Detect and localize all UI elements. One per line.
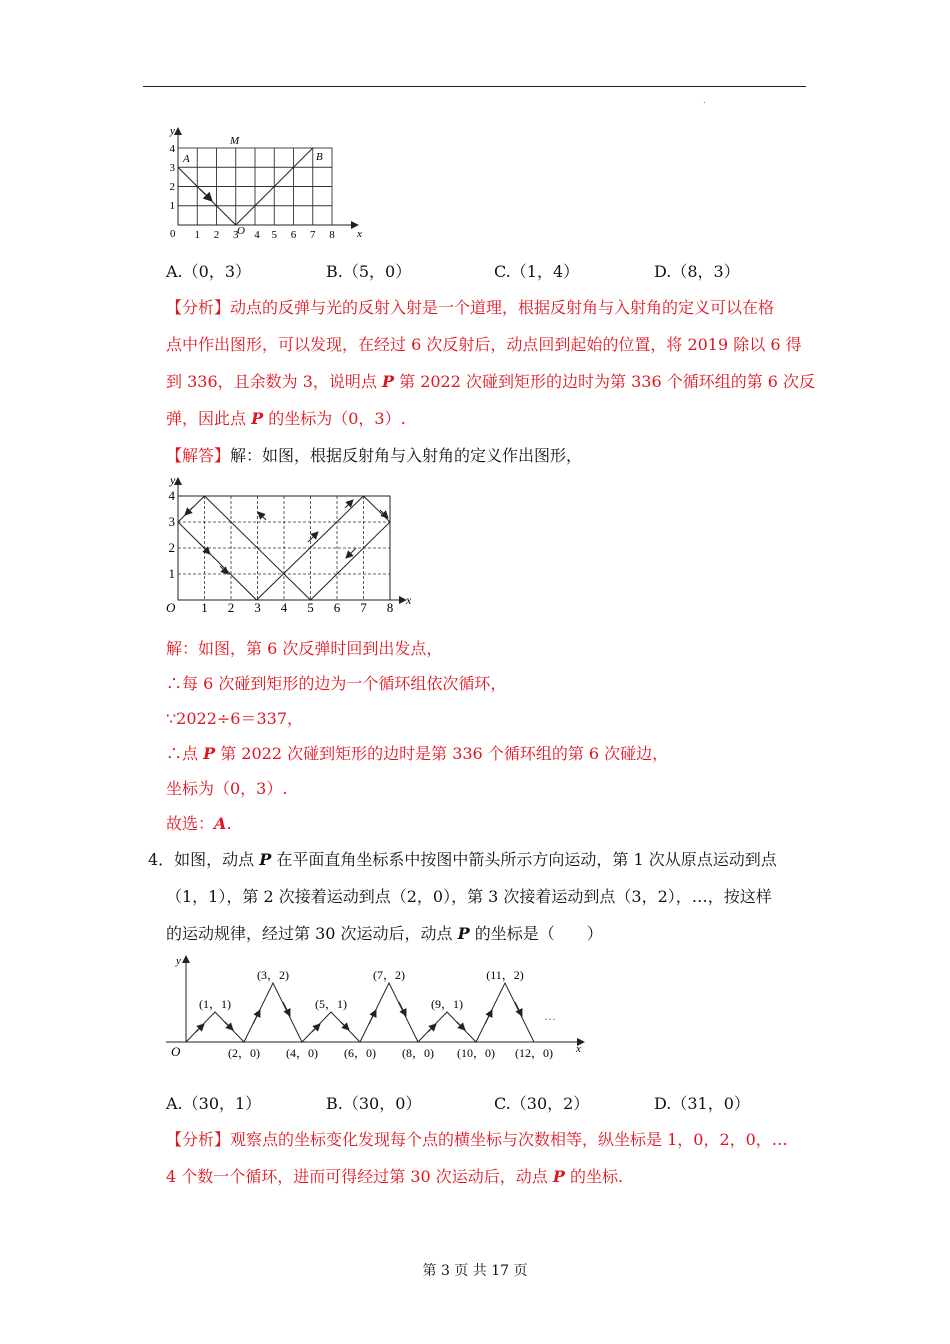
q3-analysis-line1: 【分析】动点的反弹与光的反射入射是一个道理，根据反射角与入射角的定义可以在格 <box>166 298 775 317</box>
fig3-x-label: x <box>576 1043 581 1055</box>
q4-option-d: D.（31，0） <box>654 1094 750 1113</box>
fig2-x-label: x <box>406 593 412 607</box>
figure-zigzag-path <box>166 950 596 1065</box>
fig3-top-label: (7，2) <box>373 968 405 982</box>
q3-answer-line: 【解答】解：如图，根据反射角与入射角的定义作出图形， <box>166 446 583 465</box>
fig3-ellipsis: … <box>544 1009 556 1023</box>
q3-analysis-line3: 到 336，且余数为 3，说明点 P 第 2022 次碰到矩形的边时为第 336 个循环组的第 6 次反 <box>166 372 816 391</box>
fig3-top-label: (3，2) <box>257 968 289 982</box>
fig3-top-label: (1，1) <box>199 997 231 1011</box>
fig2-x-tick: 7 <box>360 600 367 615</box>
fig3-bottom-label: (8，0) <box>402 1046 434 1060</box>
q3-option-a: A.（0，3） <box>166 262 252 281</box>
fig1-point-b: B <box>316 151 323 163</box>
fig3-origin: O <box>171 1044 181 1059</box>
q3-solution-line2: ∴每 6 次碰到矩形的边为一个循环组依次循环， <box>166 674 507 693</box>
fig2-y-tick: 4 <box>168 488 175 503</box>
q4-option-b: B.（30，0） <box>326 1094 422 1113</box>
q3-option-b: B.（5，0） <box>326 262 412 281</box>
q4-analysis-line1: 【分析】观察点的坐标变化发现每个点的横坐标与次数相等，纵坐标是 1，0，2，0，… <box>166 1130 788 1149</box>
header-rule <box>143 86 806 87</box>
fig1-point-a: A <box>183 153 190 165</box>
fig1-y-tick: 1 <box>169 200 175 212</box>
fig1-x-tick: 8 <box>329 229 335 241</box>
fig2-x-tick: 5 <box>307 600 314 615</box>
q3-solution-line4: ∴点 P 第 2022 次碰到矩形的边时是第 336 个循环组的第 6 次碰边， <box>166 744 669 763</box>
fig1-x-tick: 3 <box>233 229 239 241</box>
fig3-y-label: y <box>176 955 181 967</box>
fig1-x-tick: 5 <box>271 229 277 241</box>
q4-stem-line1: 4．如图，动点 P 在平面直角坐标系中按图中箭头所示方向运动，第 1 次从原点运动到点 <box>148 850 777 869</box>
fig3-bottom-label: (2，0) <box>228 1046 260 1060</box>
fig1-y-tick: 2 <box>169 181 175 193</box>
fig1-point-m: M <box>230 135 240 147</box>
fig2-y-tick: 1 <box>168 566 175 581</box>
q3-option-d: D.（8，3） <box>654 262 740 281</box>
fig2-y-tick: 2 <box>168 540 175 555</box>
fig2-x-tick: 1 <box>201 600 208 615</box>
fig2-y-label: y <box>170 473 176 487</box>
figure-reflection-small <box>160 122 380 247</box>
fig2-x-tick: 3 <box>254 600 261 615</box>
fig1-x-tick: 6 <box>290 229 297 241</box>
fig1-x-tick: 1 <box>194 229 200 241</box>
q3-option-c: C.（1，4） <box>494 262 580 281</box>
fig1-x-tick: 2 <box>213 229 220 241</box>
fig2-origin: O <box>166 600 176 615</box>
q3-solution-line6: 故选：A. <box>166 814 232 833</box>
fig1-x-tick: 4 <box>254 229 260 241</box>
fig2-x-tick: 2 <box>227 600 235 615</box>
q3-analysis-line2: 点中作出图形，可以发现，在经过 6 次反射后，动点回到起始的位置，将 2019 除以 6 得 <box>166 335 802 354</box>
q3-solution-line3: ∵2022÷6＝337， <box>166 709 304 728</box>
fig3-bottom-label: (10，0) <box>457 1046 495 1060</box>
fig2-x-tick: 6 <box>333 600 341 615</box>
fig3-top-label: (5，1) <box>315 997 347 1011</box>
fig3-bottom-label: (12，0) <box>515 1046 553 1060</box>
q4-analysis-line2: 4 个数一个循环，进而可得经过第 30 次运动后，动点 P 的坐标. <box>166 1167 624 1186</box>
q4-stem-line2: （1，1），第 2 次接着运动到点（2，0），第 3 次接着运动到点（3，2），…，按这样 <box>166 887 772 906</box>
page-footer: 第 3 页 共 17 页 <box>422 1263 528 1279</box>
figure-reflection-full <box>160 470 420 620</box>
q3-analysis-line4: 弹，因此点 P 的坐标为（0，3）. <box>166 409 406 428</box>
q3-solution-line1: 解：如图，第 6 次反弹时回到出发点， <box>166 639 443 658</box>
fig3-top-label: (11，2) <box>486 968 524 982</box>
fig1-y-tick: 4 <box>169 143 175 155</box>
q4-option-a: A.（30，1） <box>166 1094 262 1113</box>
q3-solution-line5: 坐标为（0，3）. <box>166 779 288 798</box>
fig3-top-label: (9，1) <box>431 997 463 1011</box>
fig3-bottom-label: (4，0) <box>286 1046 318 1060</box>
q4-stem-line3: 的运动规律，经过第 30 次运动后，动点 P 的坐标是（ ） <box>166 924 603 943</box>
fig1-x-tick: 7 <box>310 229 316 241</box>
fig2-x-tick: 8 <box>386 600 394 615</box>
fig1-o-label: O <box>237 225 245 237</box>
fig2-x-tick: 4 <box>280 600 288 615</box>
fig3-bottom-label: (6，0) <box>344 1046 376 1060</box>
fig1-y-label: y <box>170 125 175 137</box>
fig1-x-label: x <box>357 228 362 240</box>
header-mark: . <box>703 96 706 105</box>
q4-option-c: C.（30，2） <box>494 1094 590 1113</box>
fig1-y-tick: 3 <box>169 162 175 174</box>
fig1-origin: 0 <box>170 228 176 240</box>
fig2-y-tick: 3 <box>168 514 175 529</box>
